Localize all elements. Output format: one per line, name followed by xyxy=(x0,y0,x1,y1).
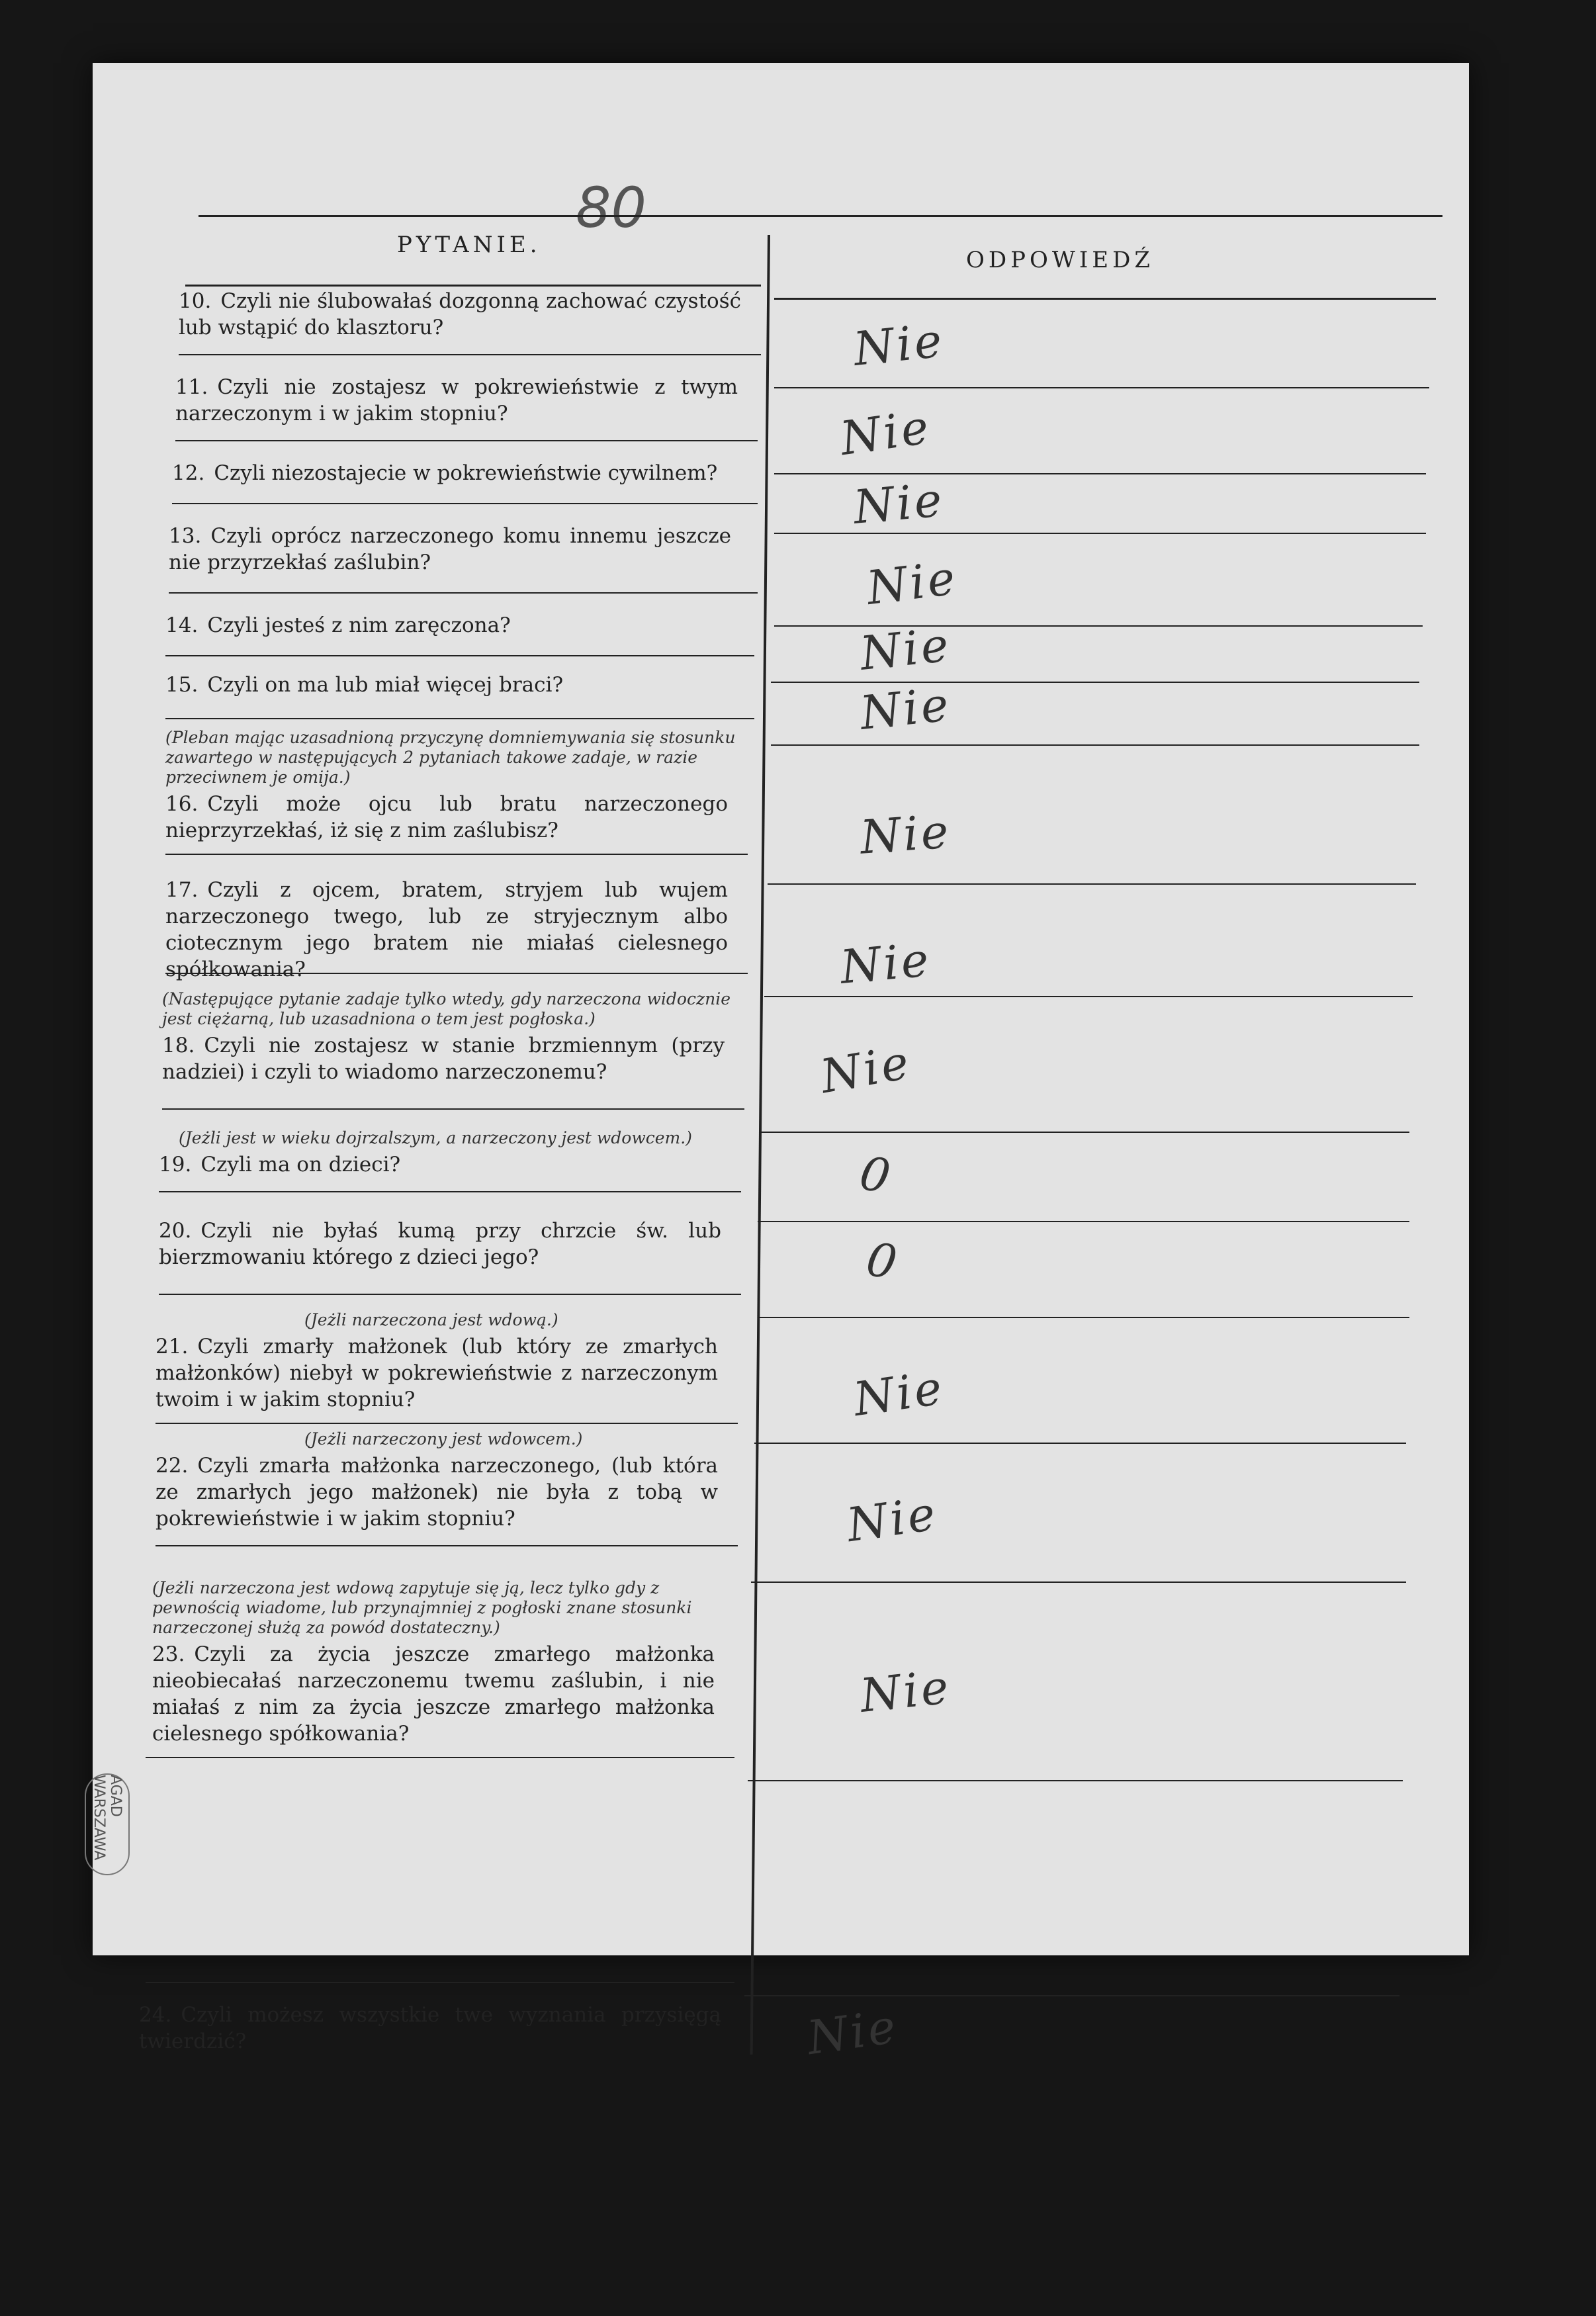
answer-separator xyxy=(768,883,1416,885)
answer-12: Nie xyxy=(851,472,947,535)
note-21: (Jeżli narzeczona jest wdową.) xyxy=(304,1310,558,1329)
question-17: 17. Czyli z ojcem, bratem, stryjem lub wujem narzeczonego twego, lub ze stryjecznym albo ciotecznym jego bratem nie miałaś cielesnego spółkowania? xyxy=(165,878,728,981)
answer-13: Nie xyxy=(864,550,961,616)
page-number: 80 xyxy=(576,175,646,240)
row-separator xyxy=(169,592,758,594)
row-separator xyxy=(159,1294,741,1295)
answer-separator xyxy=(748,1780,1403,1781)
header-bottom-rule-right xyxy=(774,298,1436,300)
note-18: (Następujące pytanie zadaje tylko wtedy, gdy narzeczona widocznie jest ciężarną, lub uzasadniona o tem jest pogłoska.) xyxy=(162,989,731,1028)
answer-separator xyxy=(744,1995,1399,1996)
row-separator xyxy=(165,973,748,974)
column-divider xyxy=(750,235,770,2055)
row-separator xyxy=(165,854,748,855)
row-separator xyxy=(165,655,754,656)
question-20: 20. Czyli nie byłaś kumą przy chrzcie św. lub bierzmowaniu którego z dzieci jego? xyxy=(159,1219,721,1269)
question-22: 22. Czyli zmarła małżonka narzeczonego, (lub która ze zmarłych jego małżonek) nie była z tobą w pokrewieństwie i w jakim stopniu? xyxy=(155,1454,718,1531)
answer-18: Nie xyxy=(816,1034,916,1104)
answer-separator xyxy=(774,387,1429,388)
row-separator xyxy=(165,718,754,719)
note-22: (Jeżli narzeczony jest wdowcem.) xyxy=(304,1429,583,1448)
row-separator xyxy=(155,1545,738,1546)
answer-21: Nie xyxy=(850,1360,948,1427)
row-separator xyxy=(162,1108,744,1110)
row-separator xyxy=(172,503,758,504)
document-page xyxy=(93,63,1469,2066)
note-23: (Jeżli narzeczona jest wdową zapytuje się ją, lecz tylko gdy z pewnością wiadome, lub przynajmniej z pogłoski znane stosunki narzeczonej służą za powód dostateczny.) xyxy=(152,1578,692,1637)
question-14: 14. Czyli jesteś z nim zaręczona? xyxy=(165,613,511,637)
question-16: 16. Czyli może ojcu lub bratu narzeczonego nieprzyrzekłaś, iż się z nim zaślubisz? xyxy=(165,792,728,842)
question-13: 13. Czyli oprócz narzeczonego komu innemu jeszcze nie przyrzekłaś zaślubin? xyxy=(169,524,731,574)
row-separator xyxy=(146,1757,734,1758)
answer-separator xyxy=(758,1317,1409,1318)
answer-11: Nie xyxy=(836,399,935,467)
answer-16: Nie xyxy=(858,804,953,865)
archive-stamp: AGAD WARSZAWA xyxy=(85,1773,130,1875)
question-23: 23. Czyli za życia jeszcze zmarłego małżonka nieobiecałaś narzeczonemu twemu zaślubin, i nie miałaś z nim za życia jeszcze zmarłego małżonka cielesnego spółkowania? xyxy=(152,1642,715,1746)
answer-separator xyxy=(751,1581,1406,1583)
answer-separator xyxy=(758,1221,1409,1222)
answer-15: Nie xyxy=(858,677,953,740)
answer-10: Nie xyxy=(851,313,947,377)
question-21: 21. Czyli zmarły małżonek (lub który ze zmarłych małżonków) niebył w pokrewieństwie z narzeczonym twoim i w jakim stopniu? xyxy=(155,1335,718,1411)
question-column-header: PYTANIE. xyxy=(397,232,541,258)
answer-separator xyxy=(764,996,1413,997)
question-12: 12. Czyli niezostajecie w pokrewieństwie cywilnem? xyxy=(172,461,718,485)
answer-23: Nie xyxy=(858,1660,953,1723)
answer-24: Nie xyxy=(803,1998,902,2066)
answer-22: Nie xyxy=(843,1486,942,1553)
question-10: 10. Czyli nie ślubowałaś dozgonną zachować czystość lub wstąpić do klasztoru? xyxy=(179,289,741,339)
answer-separator xyxy=(774,533,1426,534)
answer-separator xyxy=(771,682,1419,683)
question-19: 19. Czyli ma on dzieci? xyxy=(159,1153,401,1177)
question-11: 11. Czyli nie zostajesz w pokrewieństwie z twym narzeczonym i w jakim stopniu? xyxy=(175,375,738,425)
answer-19: 0 xyxy=(856,1145,897,1205)
header-bottom-rule-left xyxy=(185,285,761,287)
question-18: 18. Czyli nie zostajesz w stanie brzmiennym (przy nadziei) i czyli to wiadomo narzeczonemu? xyxy=(162,1034,725,1084)
answer-column-header: ODPOWIEDŹ xyxy=(966,247,1154,273)
row-separator xyxy=(179,354,761,355)
row-separator xyxy=(155,1423,738,1424)
answer-separator xyxy=(754,1443,1406,1444)
header-top-rule xyxy=(199,215,1442,217)
row-separator xyxy=(175,440,758,441)
answer-separator xyxy=(761,1132,1409,1133)
question-15: 15. Czyli on ma lub miał więcej braci? xyxy=(165,673,564,697)
answer-17: Nie xyxy=(838,932,934,995)
question-24: 24. Czyli możesz wszystkie twe wyznania przysięgą twierdzić? xyxy=(139,2003,721,2053)
row-separator xyxy=(146,1982,734,1983)
answer-separator xyxy=(771,744,1419,746)
row-separator xyxy=(159,1191,741,1192)
note-19: (Jeżli jest w wieku dojrzalszym, a narzeczony jest wdowcem.) xyxy=(179,1128,692,1147)
answer-20: 0 xyxy=(862,1231,904,1291)
answer-separator xyxy=(774,473,1426,474)
note-16: (Pleban mając uzasadnioną przyczynę domniemywania się stosunku zawartego w następujących 2 pytaniach takowe zadaje, w razie przeciwnem je omija.) xyxy=(165,728,736,787)
answer-14: Nie xyxy=(858,617,953,681)
